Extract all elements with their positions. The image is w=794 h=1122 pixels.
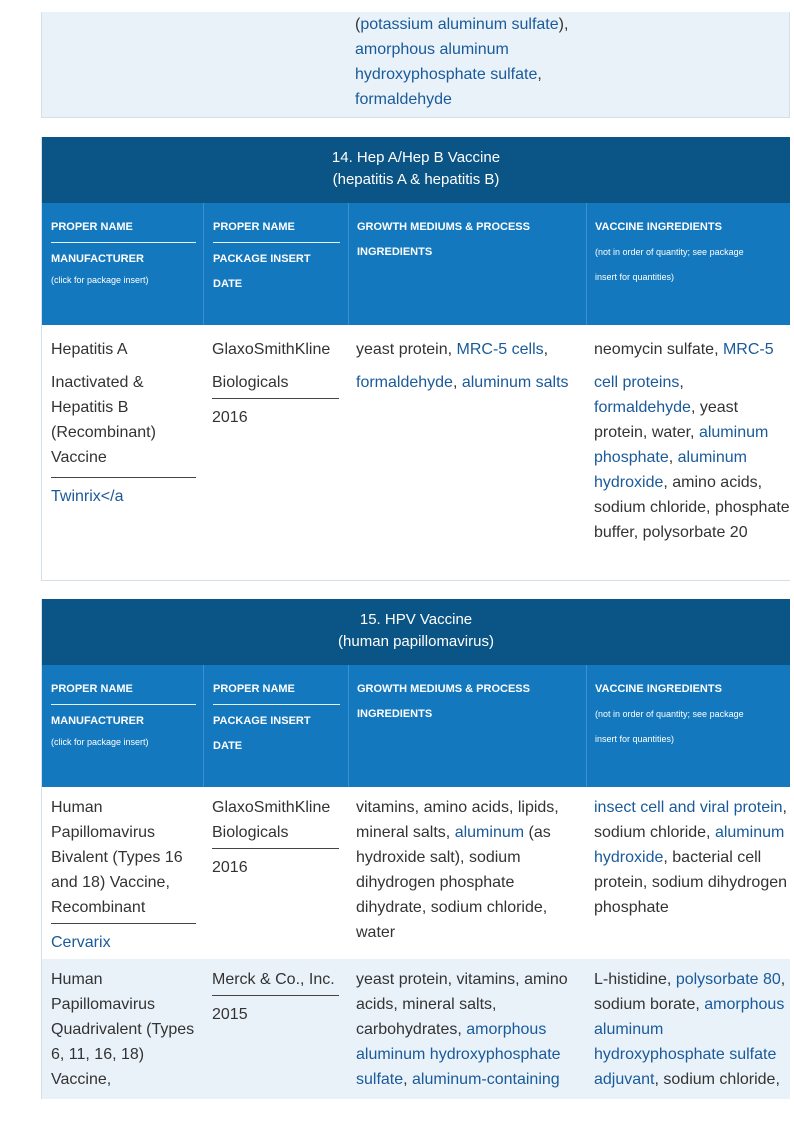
vaccine-ingredients-cell: L-histidine, polysorbate 80, sodium borate, amorphous aluminum hydroxyphosphate sulfate adjuvant, sodium chloride, [594,971,786,1088]
header-growth-mediums: GROWTH MEDIUMS & PROCESS INGREDIENTS [348,665,586,787]
header-proper-name-manufacturer: PROPER NAME MANUFACTURER (click for package insert) [42,203,203,325]
package-insert-link-cervarix[interactable]: Cervarix [51,934,111,951]
header-package-insert-date: PROPER NAME PACKAGE INSERT DATE [203,203,348,325]
manufacturer-cell: Merck & Co., Inc. 2015 [212,967,342,1027]
proper-name-cell: Human Papillomavirus Bivalent (Types 16 and 18) Vaccine, Recombinant Cervarix [51,795,201,955]
link-hydroxyphosphate-sulfate[interactable]: hydroxyphosphate sulfate [355,66,538,83]
table-header [42,665,790,787]
growth-mediums-cell: yeast protein, vitamins, amino acids, mineral salts, carbohydrates, amorphous aluminum hydroxyphosphate sulfate, aluminum-containing [356,971,568,1088]
table-row [42,325,790,580]
previous-table-last-row [41,12,790,118]
vaccine-ingredients-cell: insect cell and viral protein, sodium chloride, aluminum hydroxide, bacterial cell protein, sodium dihydrogen phosphate [594,799,788,916]
header-package-insert-date: PROPER NAME PACKAGE INSERT DATE [203,665,348,787]
link-amorphous-aluminum-hydroxyphosphate-sulfate-adjuvant[interactable]: amorphous aluminum hydroxyphosphate sulfate adjuvant [594,996,785,1088]
manufacturer-cell: GlaxoSmithKline Biologicals 2016 [212,795,342,880]
table-title: 14. Hep A/Hep B Vaccine (hepatitis A & hepatitis B) [42,137,790,203]
table-header [42,203,790,325]
package-insert-link-twinrix[interactable]: Twinrix</a [51,488,124,505]
link-formaldehyde[interactable]: formaldehyde [594,399,691,416]
link-aluminum-salts[interactable]: aluminum salts [461,374,569,391]
link-potassium-aluminum-sulfate[interactable]: potassium aluminum sulfate [360,16,559,33]
hep-a-hep-b-table [41,137,790,581]
link-aluminum-phosphate[interactable]: aluminum phosphate [594,424,769,466]
vaccine-ingredients-cell: neomycin sulfate, MRC-5 cell proteins, formaldehyde, yeast protein, water, aluminum phosphate, aluminum hydroxide, amino acids, sodium chloride, phosphate buffer, polysorbate 20 [594,341,790,541]
manufacturer-cell: GlaxoSmithKline Biologicals 2016 [212,337,342,430]
link-amorphous-aluminum[interactable]: amorphous aluminum [355,41,509,58]
link-aluminum-containing[interactable]: aluminum-containing [412,1071,560,1088]
link-amorphous-aluminum-hydroxyphosphate-sulfate[interactable]: amorphous aluminum hydroxyphosphate sulfate [356,1021,561,1088]
link-insect-cell-viral-protein[interactable]: insect cell and viral protein [594,799,783,816]
hpv-table [41,599,790,1099]
link-polysorbate-80[interactable]: polysorbate 80 [675,971,781,988]
header-growth-mediums: GROWTH MEDIUMS & PROCESS INGREDIENTS [348,203,586,325]
table-row [42,787,790,959]
link-aluminum-hydroxide[interactable]: aluminum hydroxide [594,824,785,866]
proper-name-cell: Human Papillomavirus Quadrivalent (Types 6, 11, 16, 18) Vaccine, [51,971,195,1088]
link-formaldehyde[interactable]: formaldehyde [356,374,453,391]
paren-open: ( [355,16,361,33]
table-title: 15. HPV Vaccine (human papillomavirus) [42,599,790,665]
link-cell-proteins[interactable]: cell proteins [594,374,680,391]
previous-row-ingredients: (potassium aluminum sulfate), amorphous aluminum hydroxyphosphate sulfate, formaldehyde [355,16,569,108]
link-formaldehyde[interactable]: formaldehyde [355,91,452,108]
header-proper-name-manufacturer: PROPER NAME MANUFACTURER (click for package insert) [42,665,203,787]
link-mrc5-cells[interactable]: MRC-5 cells [456,341,544,358]
header-vaccine-ingredients: VACCINE INGREDIENTS (not in order of quantity; see package insert for quantities) [586,203,791,325]
link-mrc5[interactable]: MRC-5 [722,341,774,358]
link-aluminum[interactable]: aluminum [454,824,525,841]
link-aluminum-hydroxide[interactable]: aluminum hydroxide [594,449,747,491]
table-row [42,959,790,1099]
growth-mediums-cell: yeast protein, MRC-5 cells, formaldehyde, aluminum salts [356,341,569,391]
header-vaccine-ingredients: VACCINE INGREDIENTS (not in order of quantity; see package insert for quantities) [586,665,791,787]
growth-mediums-cell: vitamins, amino acids, lipids, mineral salts, aluminum (as hydroxide salt), sodium dihydrogen phosphate dihydrate, sodium chloride, water [356,799,559,941]
proper-name-cell: Hepatitis A Inactivated & Hepatitis B (Recombinant) Vaccine Twinrix</a [51,337,201,509]
